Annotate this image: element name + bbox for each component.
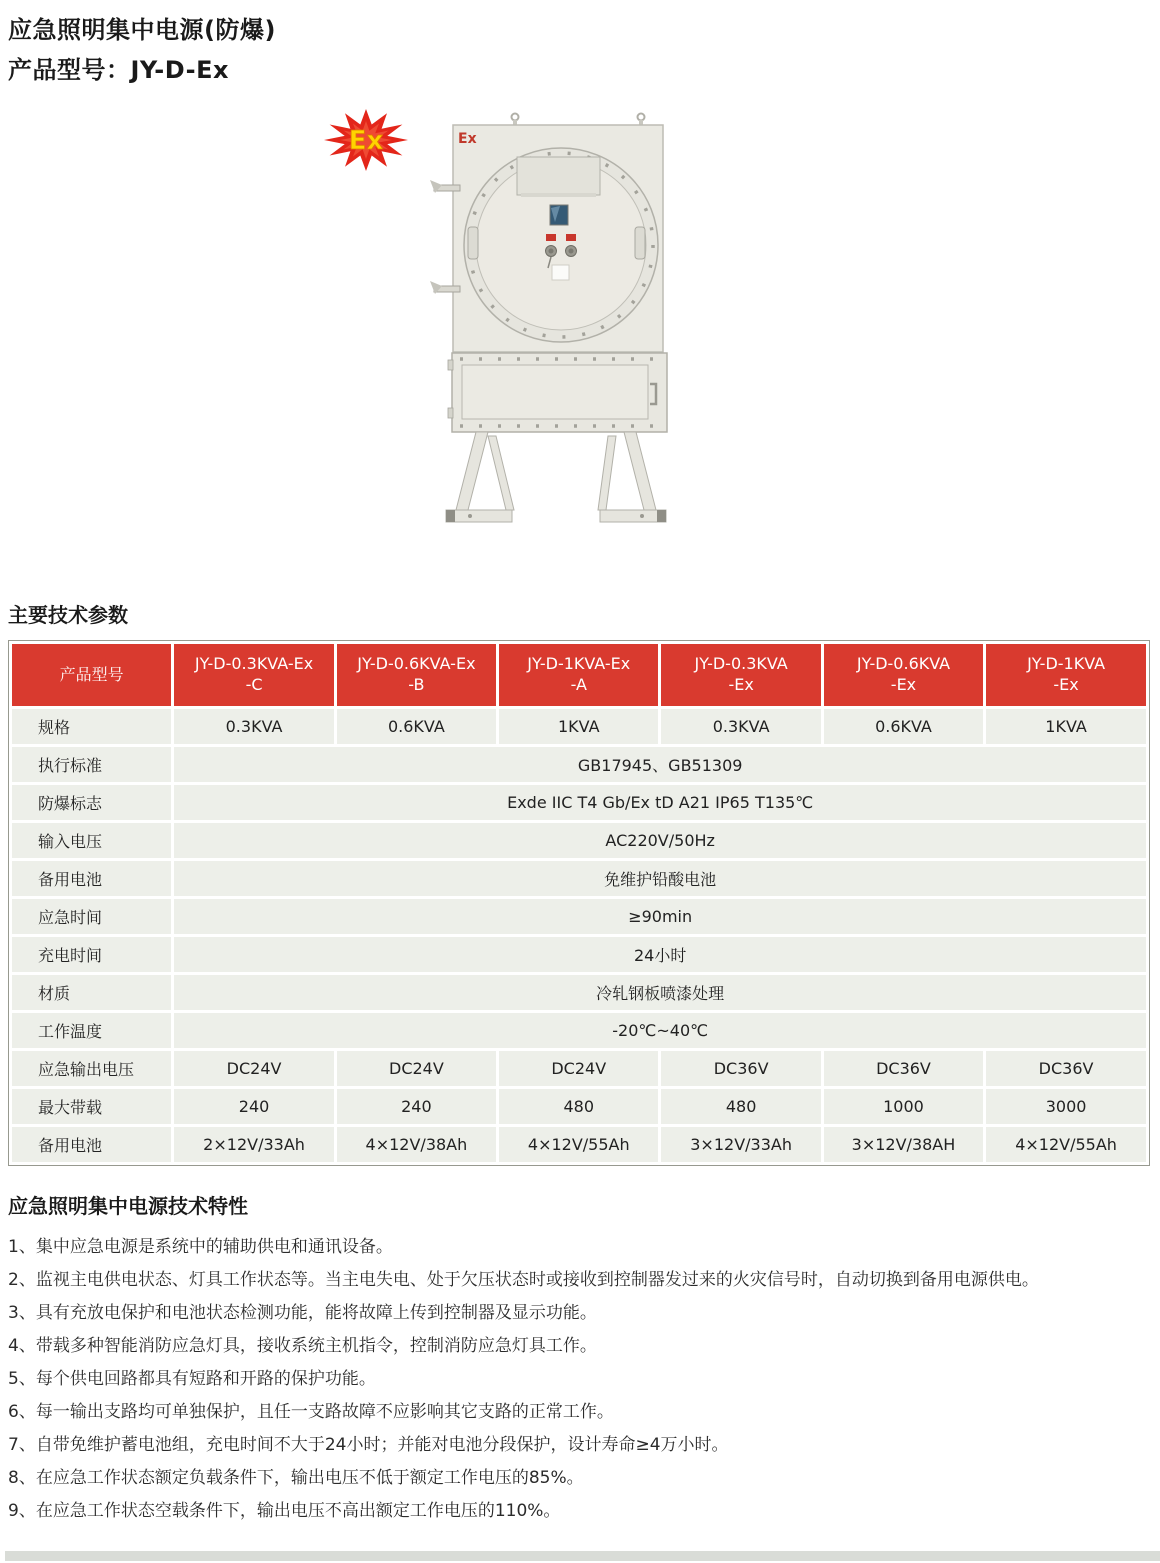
spec-span-cell: 免维护铅酸电池 bbox=[174, 861, 1146, 896]
feature-item: 5、每个供电回路都具有短路和开路的保护功能。 bbox=[8, 1369, 376, 1389]
table-row bbox=[12, 1089, 1146, 1124]
page-title: 应急照明集中电源(防爆) bbox=[8, 16, 276, 44]
table-row bbox=[12, 747, 1146, 782]
table-row bbox=[12, 1051, 1146, 1086]
spec-span-cell: GB17945、GB51309 bbox=[174, 747, 1146, 782]
feature-item: 6、每一输出支路均可单独保护，且任一支路故障不应影响其它支路的正常工作。 bbox=[8, 1402, 614, 1422]
row-label: 防爆标志 bbox=[12, 785, 171, 820]
spec-cell: 3×12V/33Ah bbox=[661, 1127, 820, 1162]
indicator-label-right bbox=[566, 234, 576, 241]
features-section bbox=[8, 1190, 1158, 1534]
spec-cell: 4×12V/38Ah bbox=[337, 1127, 496, 1162]
feature-item: 4、带载多种智能消防应急灯具，接收系统主机指令，控制消防应急灯具工作。 bbox=[8, 1336, 597, 1356]
table-row bbox=[12, 709, 1146, 744]
spec-cell: DC24V bbox=[499, 1051, 658, 1086]
table-row bbox=[12, 785, 1146, 820]
spec-cell: DC36V bbox=[661, 1051, 820, 1086]
display-housing-lip bbox=[521, 193, 596, 197]
spec-cell: DC36V bbox=[824, 1051, 983, 1086]
lifting-eye-left bbox=[512, 114, 519, 121]
row-label: 备用电池 bbox=[12, 1127, 171, 1162]
specs-heading: 主要技术参数 bbox=[8, 603, 128, 627]
row-label: 工作温度 bbox=[12, 1013, 171, 1048]
row-label: 充电时间 bbox=[12, 937, 171, 972]
feature-item: 7、自带免维护蓄电池组，充电时间不大于24小时；并能对电池分段保护，设计寿命≥4万小时。 bbox=[8, 1435, 729, 1455]
junction-door bbox=[462, 365, 648, 419]
spec-span-cell: AC220V/50Hz bbox=[174, 823, 1146, 858]
spec-cell: 240 bbox=[174, 1089, 333, 1124]
cabinet-ex-label: Ex bbox=[458, 131, 477, 147]
row-label: 应急时间 bbox=[12, 899, 171, 934]
table-row bbox=[12, 1013, 1146, 1048]
spec-cell: 480 bbox=[499, 1089, 658, 1124]
spec-span-cell: 24小时 bbox=[174, 937, 1146, 972]
spec-cell: 0.6KVA bbox=[337, 709, 496, 744]
row-label: 输入电压 bbox=[12, 823, 171, 858]
spec-cell: 1000 bbox=[824, 1089, 983, 1124]
row-label: 最大带载 bbox=[12, 1089, 171, 1124]
page-footer-divider bbox=[5, 1551, 1160, 1561]
header-model-cell bbox=[499, 644, 658, 706]
model-line1: JY-D-0.6KVA bbox=[856, 654, 951, 674]
model-line2: -Ex bbox=[728, 675, 754, 694]
spec-span-cell: -20℃~40℃ bbox=[174, 1013, 1146, 1048]
lifting-eye-right bbox=[638, 114, 645, 121]
model-line1: JY-D-0.6KVA-Ex bbox=[357, 654, 476, 674]
spec-cell: 3×12V/38AH bbox=[824, 1127, 983, 1162]
product-illustration bbox=[308, 96, 688, 564]
row-label: 备用电池 bbox=[12, 861, 171, 896]
feature-item: 1、集中应急电源是系统中的辅助供电和通讯设备。 bbox=[8, 1237, 393, 1257]
row-label: 规格 bbox=[12, 709, 171, 744]
spec-span-cell: ≥90min bbox=[174, 899, 1146, 934]
header-model-cell bbox=[174, 644, 333, 706]
feature-item: 3、具有充放电保护和电池状态检测功能，能将故障上传到控制器及显示功能。 bbox=[8, 1303, 597, 1323]
model-line2: -C bbox=[245, 675, 263, 694]
model-line2: -A bbox=[570, 675, 587, 694]
cabinet bbox=[430, 114, 667, 523]
handle-slot-left bbox=[468, 227, 478, 259]
table-row bbox=[12, 861, 1146, 896]
table-header-row bbox=[12, 644, 1146, 706]
spec-cell: DC24V bbox=[337, 1051, 496, 1086]
header-corner-cell: 产品型号 bbox=[12, 644, 171, 706]
model-line2: -Ex bbox=[890, 675, 917, 694]
foot-right bbox=[600, 510, 666, 522]
spec-cell: DC24V bbox=[174, 1051, 333, 1086]
row-label: 执行标准 bbox=[12, 747, 171, 782]
spec-cell: 240 bbox=[337, 1089, 496, 1124]
spec-cell: 3000 bbox=[986, 1089, 1146, 1124]
product-photo bbox=[308, 96, 688, 564]
indicator-label-left bbox=[546, 234, 556, 241]
foot-left bbox=[446, 510, 512, 522]
spec-cell: 2×12V/33Ah bbox=[174, 1127, 333, 1162]
table-row bbox=[12, 937, 1146, 972]
spec-cell: 1KVA bbox=[499, 709, 658, 744]
nameplate-label bbox=[552, 265, 569, 280]
table-row bbox=[12, 899, 1146, 934]
specs-table-container bbox=[8, 640, 1150, 1166]
header-model-cell bbox=[661, 644, 820, 706]
spec-cell: 4×12V/55Ah bbox=[499, 1127, 658, 1162]
row-label: 材质 bbox=[12, 975, 171, 1010]
specs-table bbox=[8, 640, 1150, 1166]
spec-span-cell: Exde IIC T4 Gb/Ex tD A21 IP65 T135℃ bbox=[174, 785, 1146, 820]
model-line1: JY-D-1KVA bbox=[1027, 654, 1106, 674]
model-line2: -B bbox=[408, 675, 425, 694]
row-label: 应急输出电压 bbox=[12, 1051, 171, 1086]
product-model: 产品型号：JY-D-Ex bbox=[8, 56, 229, 84]
handle-slot-right bbox=[635, 227, 645, 259]
table-row bbox=[12, 1127, 1146, 1162]
model-line1: JY-D-0.3KVA-Ex bbox=[194, 654, 314, 674]
header-model-cell bbox=[337, 644, 496, 706]
feature-item: 2、监视主电供电状态、灯具工作状态等。当主电失电、处于欠压状态时或接收到控制器发过来的火灾信号时，自动切换到备用电源供电。 bbox=[8, 1270, 1039, 1290]
spec-cell: 4×12V/55Ah bbox=[986, 1127, 1146, 1162]
feature-item: 8、在应急工作状态额定负载条件下，输出电压不低于额定工作电压的85%。 bbox=[8, 1468, 584, 1488]
table-row bbox=[12, 975, 1146, 1010]
table-row bbox=[12, 823, 1146, 858]
spec-cell: 0.6KVA bbox=[824, 709, 983, 744]
display-housing bbox=[517, 157, 600, 195]
spec-cell: 0.3KVA bbox=[174, 709, 333, 744]
model-line1: JY-D-0.3KVA bbox=[694, 654, 788, 674]
features-heading: 应急照明集中电源技术特性 bbox=[8, 1194, 248, 1218]
feature-item: 9、在应急工作状态空载条件下，输出电压不高出额定工作电压的110%。 bbox=[8, 1501, 561, 1521]
spec-span-cell: 冷轧钢板喷漆处理 bbox=[174, 975, 1146, 1010]
header-model-cell bbox=[824, 644, 983, 706]
header-model-cell bbox=[986, 644, 1146, 706]
stand-legs bbox=[446, 432, 666, 522]
model-line1: JY-D-1KVA-Ex bbox=[527, 654, 631, 674]
ex-starburst-icon bbox=[324, 109, 408, 171]
spec-cell: 1KVA bbox=[986, 709, 1146, 744]
model-line2: -Ex bbox=[1053, 675, 1079, 694]
ex-badge-text: Ex bbox=[348, 126, 384, 156]
spec-cell: 0.3KVA bbox=[661, 709, 820, 744]
spec-cell: DC36V bbox=[986, 1051, 1146, 1086]
spec-cell: 480 bbox=[661, 1089, 820, 1124]
